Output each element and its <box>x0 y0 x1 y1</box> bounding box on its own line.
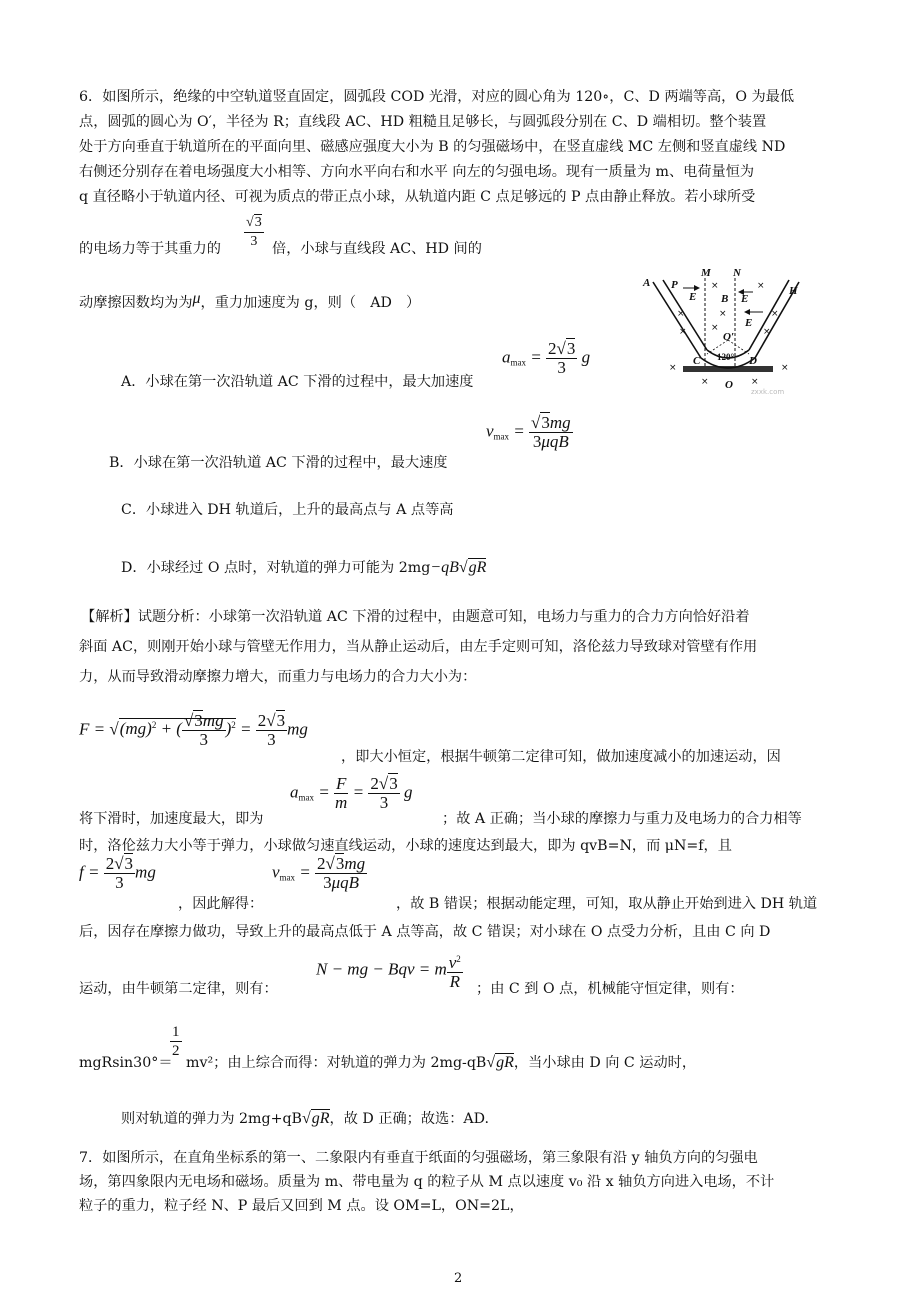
rail-ac-inner <box>663 280 707 350</box>
analysis-line-1: 【解析】试题分析：小球第一次沿轨道 AC 下滑的过程中，由题意可知，电场力与重力的合力方向恰好沿着 <box>81 609 750 625</box>
rail-hd-inner <box>749 280 789 350</box>
analysis-line-9a: 运动，由牛顿第二定律，则有： <box>79 981 278 997</box>
q6-line-3: 处于方向垂直于轨道所在的平面向里、磁感应强度大小为 B 的匀强磁场中，在竖直虚线 MC 左侧和竖直虚线 ND <box>79 139 786 155</box>
label-p: P <box>671 279 678 291</box>
svg-text:×: × <box>719 309 727 319</box>
svg-text:×: × <box>757 281 765 291</box>
analysis-line-5a: 将下滑时，加速度最大，即为 <box>79 811 264 827</box>
svg-text:×: × <box>701 377 709 387</box>
analysis-line-7a: ，因此解得： <box>178 896 264 912</box>
analysis-line-10b: mv²；由上综合而得：对轨道的弹力为 2mg-qB√gR，当小球由 D 向 C 运动时， <box>186 1054 697 1071</box>
option-c: C．小球进入 DH 轨道后，上升的最高点与 A 点等高 <box>121 502 454 518</box>
page-number: 2 <box>454 1271 463 1286</box>
option-a-formula: $a_{max}$ = $\frac{2√3}{3}$ g <box>502 339 591 377</box>
q6-line6-b: 倍，小球与直线段 AC、HD 间的 <box>272 241 482 257</box>
analysis-line-7b: ，故 B 错误；根据动能定理，可知，取从静止开始到进入 DH 轨道 <box>396 896 818 912</box>
svg-text:×: × <box>711 323 719 333</box>
svg-text:×: × <box>771 309 779 319</box>
analysis-line-10: mgRsin30°＝ <box>79 1055 173 1071</box>
q6-line-7: 动摩擦因数均为为μ，重力加速度为 g，则（ AD ） <box>79 290 421 311</box>
svg-text:×: × <box>763 327 771 337</box>
analysis-line-5b: ；故 A 正确；当小球的摩擦力与重力及电场力的合力相等 <box>442 811 802 827</box>
half-fraction: $\frac{1}{2}$ <box>172 1024 180 1059</box>
label-o: O <box>725 379 733 391</box>
svg-text:×: × <box>669 363 677 373</box>
label-h: H <box>789 285 798 297</box>
analysis-line-9b: ；由 C 到 O 点，机械能守恒定律，则有： <box>476 981 744 997</box>
option-b-formula: $v_{max}$ = $\frac{√3mg}{\text{3μqB}}$ <box>486 413 571 451</box>
amax-formula: $a_{max}$ = $\frac{F}{m}$ = $\frac{2√3}{3}$ g <box>290 774 413 812</box>
ratio-fraction: $\frac{√3}{3}$ <box>246 215 262 249</box>
figure-watermark: zxxk.com <box>751 388 785 396</box>
q7-line-2: 场，第四象限内无电场和磁场。质量为 m、带电量为 q 的粒子从 M 点以速度 v₀ 沿 x 轴负方向进入电场，不计 <box>79 1174 775 1190</box>
label-a: A <box>643 277 651 289</box>
vmax-formula: $v_{max}$ = $\frac{2√3mg}{\text{3μqB}}$ <box>272 854 366 892</box>
q6-line-6 <box>79 238 221 260</box>
analysis-line-4: ，即大小恒定，根据牛顿第二定律可知，做加速度减小的加速运动，因 <box>341 749 781 765</box>
label-d: D <box>749 355 757 367</box>
option-d: D．小球经过 O 点时，对轨道的弹力可能为 2mg−qB√gR <box>121 559 487 576</box>
q6-line-2: 点，圆弧的圆心为 O′，半径为 R；直线段 AC、HD 粗糙且足够长，与圆弧段分别在 C、D 端相切。整个装置 <box>79 114 767 130</box>
svg-text:×: × <box>751 377 759 387</box>
q7-line-1: 7．如图所示，在直角坐标系的第一、二象限内有垂直于纸面的匀强磁场，第三象限有沿 y 轴负方向的匀强电 <box>79 1150 758 1166</box>
label-b: B <box>721 293 729 305</box>
q6-line-5: q 直径略小于轨道内径、可视为质点的带正点小球，从轨道内距 C 点足够远的 P 点由静止释放。若小球所受 <box>79 189 756 205</box>
force-formula: F = √(mg)$^2$ + ( $\frac{√3mg}{3}$ )$^2$ = $\frac{2√3}{3}$ mg <box>79 711 308 749</box>
label-m: M <box>701 267 711 279</box>
label-o-prime: O′ <box>723 331 735 343</box>
newton-formula: N − mg − Bqv = m $\frac{v^2}{R}$ <box>316 950 463 991</box>
analysis-line-3: 力，从而导致滑动摩擦力增大，而重力与电场力的合力大小为： <box>79 669 477 685</box>
option-a: A．小球在第一次沿轨道 AC 下滑的过程中，最大加速度 <box>121 374 474 390</box>
analysis-line-6: 时，洛伦兹力大小等于弹力，小球做匀速直线运动，小球的速度达到最大，即为 qvB=N，而 μN=f，且 <box>79 838 732 854</box>
svg-text:×: × <box>679 327 687 337</box>
option-b: B．小球在第一次沿轨道 AC 下滑的过程中，最大速度 <box>109 455 448 471</box>
analysis-line-2: 斜面 AC，则刚开始小球与管壁无作用力，当从静止运动后，由左手定则可知，洛伦兹力导致球对管壁有作用 <box>79 639 758 655</box>
track-diagram <box>639 266 815 396</box>
analysis-line-11: 则对轨道的弹力为 2mg+qB√gR，故 D 正确；故选：AD. <box>121 1110 490 1127</box>
q7-line-3: 粒子的重力，粒子经 N、P 最后又回到 M 点。设 OM=L，ON=2L， <box>79 1198 524 1214</box>
label-e-lower: E <box>745 317 753 329</box>
label-e-right: E <box>741 293 749 305</box>
label-e-left: E <box>689 291 697 303</box>
label-n: N <box>733 267 741 279</box>
q6-line-4: 右侧还分别存在着电场强度大小相等、方向水平向右和水平 向左的匀强电场。现有一质量为 m、电荷量恒为 <box>79 164 755 180</box>
f-formula: f = $\frac{2√3}{3}$ mg <box>79 854 156 892</box>
mu-symbol: μ <box>192 290 201 307</box>
svg-text:×: × <box>711 281 719 291</box>
q6-line6-a: 的电场力等于其重力的 <box>79 241 221 257</box>
track-figure <box>639 266 815 396</box>
q6-line-1: 6．如图所示，绝缘的中空轨道竖直固定，圆弧段 COD 光滑，对应的圆心角为 120∘，C、D 两端等高，O 为最低 <box>79 89 795 105</box>
svg-text:×: × <box>677 309 685 319</box>
label-c: C <box>693 355 701 367</box>
analysis-line-8: 后，因存在摩擦力做功，导致上升的最高点低于 A 点等高，故 C 错误；对小球在 O 点受力分析，且由 C 向 D <box>79 924 771 940</box>
label-angle: 120° <box>717 352 735 362</box>
svg-text:×: × <box>781 363 789 373</box>
